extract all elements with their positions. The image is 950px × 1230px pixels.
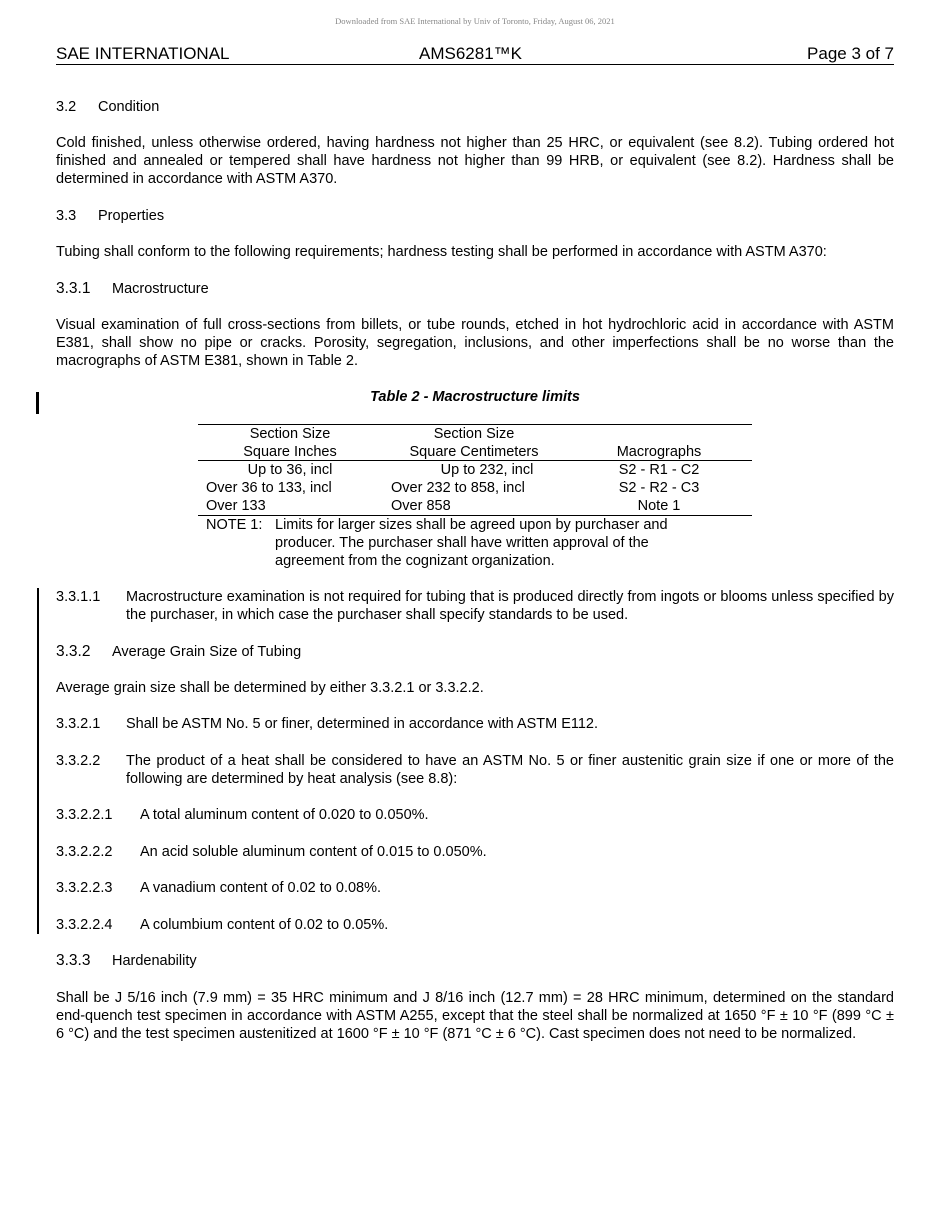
col2-header-line2: Square Centimeters [409, 444, 539, 460]
table-row-1-col3: S2 - R1 - C2 [618, 462, 700, 478]
section-3-2-text: Cold finished, unless otherwise ordered, having hardness not higher than 25 HRC, or equivalent (see 8.2). Tubing ordered hot finished and annealed or tempered shall have hardness not higher than 99 HRB, or equivalent (see 8.2). Hardness shall be determined in accordance with ASTM A370. [56, 135, 894, 187]
header-doc-number: AMS6281™K [419, 44, 522, 63]
download-notice: Downloaded from SAE International by Univ of Toronto, Friday, August 06, 2021 [335, 16, 615, 26]
section-3-3-2-text: Average grain size shall be determined by either 3.3.2.1 or 3.3.2.2. [56, 680, 484, 696]
section-3-3-heading: 3.3 Properties [56, 208, 165, 224]
section-3-3-2-2-text: The product of a heat shall be considered to have an ASTM No. 5 or finer austenitic grain size if one or more of the following are determined by heat analysis (see 8.8): [126, 753, 894, 787]
section-3-3-2-2-1-text: A total aluminum content of 0.020 to 0.050%. [140, 807, 429, 823]
header-page-number: Page 3 of 7 [807, 44, 894, 63]
section-3-3-text: Tubing shall conform to the following requirements; hardness testing shall be performed in accordance with ASTM A370: [56, 244, 827, 260]
section-3-3-2-2-4-text: A columbium content of 0.02 to 0.05%. [140, 917, 389, 933]
table-note-text: Limits for larger sizes shall be agreed upon by purchaser and producer. The purchaser shall have written approval of the agreement from the cognizant organization. [275, 517, 668, 569]
table-row-3-col1: Over 133 [206, 498, 266, 514]
table-row-1-col2: Up to 232, incl [440, 462, 534, 478]
table-caption: Table 2 - Macrostructure limits [370, 389, 580, 405]
section-3-3-2-2-2-number: 3.3.2.2.2 [56, 844, 113, 860]
col1-header-line2: Square Inches [243, 444, 337, 460]
section-3-3-3-text: Shall be J 5/16 inch (7.9 mm) = 35 HRC minimum and J 8/16 inch (12.7 mm) = 28 HRC minimum, determined on the standard end-quench test specimen in accordance with ASTM A255, except that the steel shall be normalized at 1650 °F ± 10 °F (899 °C ± 6 °C) and the test specimen austenitized at 1600 °F ± 10 °F (871 °C ± 6 °C). Cast specimen does not need to be normalized. [56, 990, 894, 1042]
table-row-1-col1: Up to 36, incl [247, 462, 333, 478]
table-note-label: NOTE 1: [206, 517, 263, 533]
section-3-3-2-heading: 3.3.2 Average Grain Size of Tubing [56, 643, 302, 660]
section-3-3-2-2-3-text: A vanadium content of 0.02 to 0.08%. [140, 880, 382, 896]
header-org: SAE INTERNATIONAL [56, 44, 230, 63]
section-3-3-1-heading: 3.3.1 Macrostructure [56, 280, 209, 297]
col2-header-line1: Section Size [433, 426, 515, 442]
revision-bar-section [37, 588, 39, 934]
table-row-2-col1: Over 36 to 133, incl [206, 480, 332, 496]
section-3-3-2-2-2-text: An acid soluble aluminum content of 0.015 to 0.050%. [140, 844, 487, 860]
section-3-3-2-2-1-number: 3.3.2.2.1 [56, 807, 113, 823]
section-3-3-3-heading: 3.3.3 Hardenability [56, 952, 197, 969]
table-row-2-col2: Over 232 to 858, incl [391, 480, 525, 496]
section-3-3-2-2-4-number: 3.3.2.2.4 [56, 917, 113, 933]
section-3-3-1-1-number: 3.3.1.1 [56, 589, 101, 605]
page-header [56, 44, 894, 65]
section-3-3-2-1-text: Shall be ASTM No. 5 or finer, determined in accordance with ASTM E112. [126, 716, 599, 732]
table-row-3-col3: Note 1 [637, 498, 681, 514]
section-3-3-2-1-number: 3.3.2.1 [56, 716, 101, 732]
table-row-3-col2: Over 858 [391, 498, 451, 514]
col1-header-line1: Section Size [249, 426, 331, 442]
section-3-2-heading: 3.2 Condition [56, 99, 160, 115]
section-3-3-2-2-number: 3.3.2.2 [56, 753, 101, 769]
section-3-3-2-2-3-number: 3.3.2.2.3 [56, 880, 113, 896]
section-3-3-1-text: Visual examination of full cross-sections from billets, or tube rounds, etched in hot hydrochloric acid in accordance with ASTM E381, shall show no pipe or cracks. Porosity, segregation, inclusions, and other imperfections shall be no worse than the macrographs of ASTM E381, shown in Table 2. [56, 317, 894, 369]
section-3-3-1-1-text: Macrostructure examination is not required for tubing that is produced directly from ingots or blooms unless specified by the purchaser, in which case the purchaser shall specify standards to be used. [126, 589, 894, 623]
table-row-2-col3: S2 - R2 - C3 [618, 480, 700, 496]
col3-header: Macrographs [616, 444, 702, 460]
